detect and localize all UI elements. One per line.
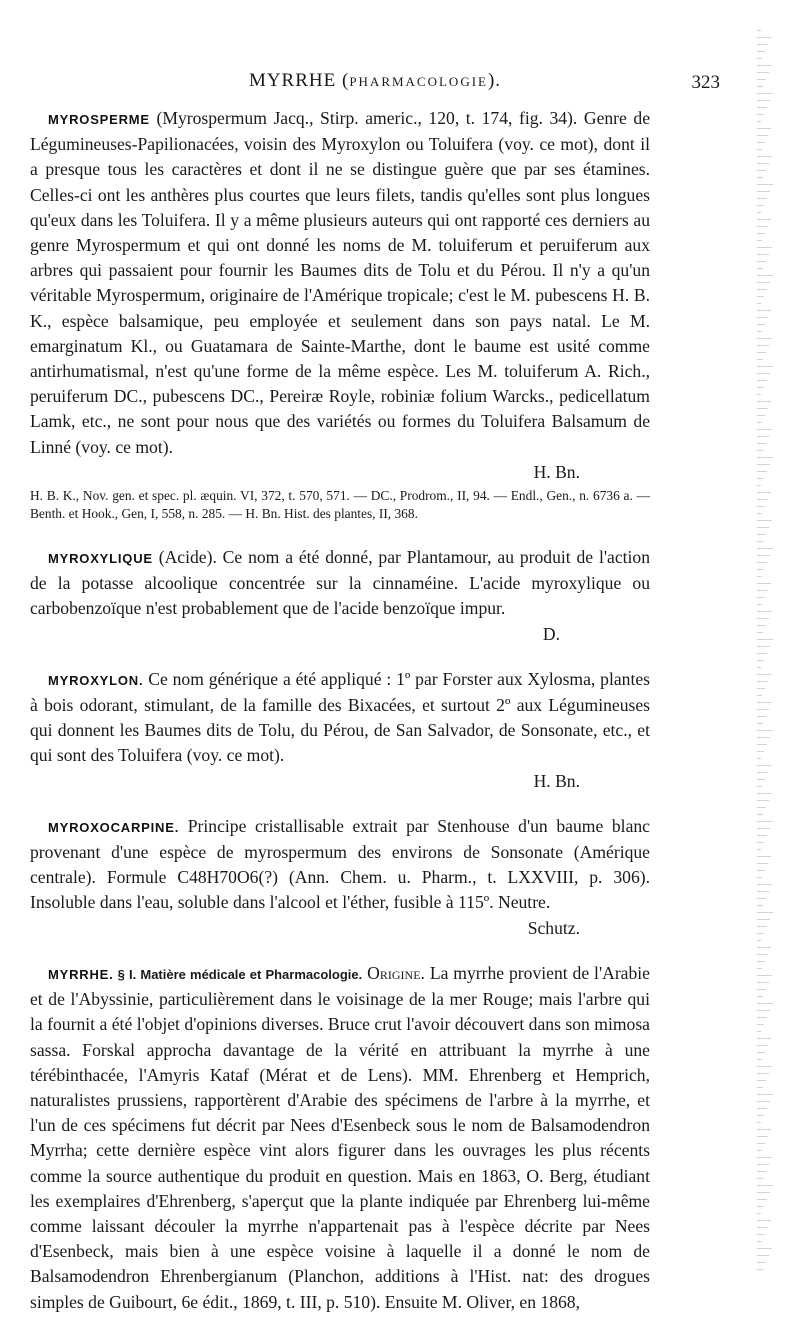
scan-tick bbox=[757, 142, 765, 143]
scan-tick bbox=[757, 37, 771, 38]
scan-tick bbox=[757, 100, 770, 101]
scan-tick bbox=[757, 765, 771, 766]
scan-tick bbox=[757, 289, 767, 290]
scan-tick bbox=[757, 219, 771, 220]
scan-tick bbox=[757, 303, 761, 304]
scan-tick bbox=[757, 807, 766, 808]
scan-tick bbox=[757, 1080, 766, 1081]
scan-tick bbox=[757, 464, 770, 465]
scan-tick bbox=[757, 702, 772, 703]
scan-tick bbox=[757, 492, 771, 493]
scan-tick bbox=[757, 688, 765, 689]
scan-tick bbox=[757, 422, 762, 423]
scan-tick bbox=[757, 555, 770, 556]
scan-tick bbox=[757, 226, 768, 227]
page-number: 323 bbox=[691, 72, 720, 93]
scan-tick bbox=[757, 695, 762, 696]
scan-tick bbox=[757, 863, 768, 864]
scan-tick bbox=[757, 429, 772, 430]
scan-tick bbox=[757, 905, 763, 906]
scan-tick bbox=[757, 373, 770, 374]
scan-tick bbox=[757, 1143, 765, 1144]
scan-tick bbox=[757, 1157, 772, 1158]
scan-tick bbox=[757, 324, 765, 325]
scan-tick bbox=[757, 667, 761, 668]
scan-tick bbox=[757, 870, 765, 871]
scan-tick bbox=[757, 1185, 773, 1186]
entry-text: (Acide). Ce nom a été donné, par Plantamour, au produit de l'action de la potasse alcoolique concentrée sur la cinnaméine. L'acide myroxylique ou carbobenzoïque n'est probablement que de l'acide benzoïque impur. bbox=[30, 547, 650, 619]
headword: MYROXYLON. bbox=[48, 672, 144, 688]
scan-tick bbox=[757, 401, 771, 402]
scan-tick bbox=[757, 1010, 770, 1011]
scan-tick bbox=[757, 170, 766, 171]
scan-tick bbox=[757, 44, 768, 45]
scan-tick bbox=[757, 919, 770, 920]
scan-tick bbox=[757, 30, 761, 31]
scan-tick bbox=[757, 1206, 764, 1207]
scan-edge-marks bbox=[757, 30, 777, 1270]
entry-text: La myrrhe provient de l'Arabie et de l'Abyssinie, particulièrement dans le voisinage de la mer Rouge; mais l'arbre qui la fournit a été l'objet d'opinions diverses. Bruce crut l'avoir découvert dans son mimosa sassa. Forskal approcha davantage de la vérité en attribuant la myrrhe à une térébinthacée, l'Amyris Kataf (Mérat et de Lens). MM. Ehrenberg et Hemprich, naturalistes prussiens, rapportèrent d'Arabie des spécimens de l'arbre à la myrrhe, et l'un de ces spécimens fut décrit par Nees d'Esenbeck sous le nom de Balsamodendron Myrrha; cette dernière espèce vint alors figurer dans les ouvrages les plus récents comme la source authentique du produit en question. Mais en 1863, O. Berg, étudiant les exemplaires d'Ehrenberg, s'aperçut que la plante indiquée par Ehrenberg lui-même comme laissant découler la myrrhe n'appartenait pas à l'espèce décrite par Nees d'Esenbeck, mais bien à une espèce voisine à laquelle il a donné le nom de Balsamodendron Ehrenbergianum (Planchon, additions à l'Hist. nat: des drogues simples de Guibourt, 6e édit., 1869, t. III, p. 510). Ensuite M. Oliver, en 1868, bbox=[30, 962, 650, 1312]
scan-tick bbox=[757, 604, 762, 605]
scan-tick bbox=[757, 646, 770, 647]
scan-tick bbox=[757, 387, 764, 388]
scan-tick bbox=[757, 597, 765, 598]
scan-tick bbox=[757, 723, 763, 724]
scan-tick bbox=[757, 107, 767, 108]
scan-tick bbox=[757, 835, 767, 836]
scan-tick bbox=[757, 737, 770, 738]
scan-tick bbox=[757, 65, 772, 66]
scan-tick bbox=[757, 786, 762, 787]
scan-tick bbox=[757, 1101, 770, 1102]
scan-tick bbox=[757, 331, 762, 332]
scan-tick bbox=[757, 478, 764, 479]
scan-tick bbox=[757, 772, 768, 773]
scan-tick bbox=[757, 541, 763, 542]
scan-tick bbox=[757, 527, 769, 528]
scan-tick bbox=[757, 1227, 768, 1228]
scan-tick bbox=[757, 1262, 766, 1263]
scan-tick bbox=[757, 590, 768, 591]
scan-tick bbox=[757, 296, 764, 297]
entry-myroxylique bbox=[30, 545, 650, 647]
scan-tick bbox=[757, 982, 769, 983]
scan-tick bbox=[757, 282, 770, 283]
scan-tick bbox=[757, 506, 765, 507]
scan-tick bbox=[757, 632, 763, 633]
scan-tick bbox=[757, 821, 773, 822]
entry-text: (Myrospermum Jacq., Stirp. americ., 120, t. 174, fig. 34). Genre de Légumineuses-Papilionacées, voisin des Myroxylon ou Toluifera (voy. ce mot), dont il a presque tous les caractères et dont il ne se distingue guère que par ses étamines. Celles-ci ont les anthères plus courtes que leurs filets, tandis qu'elles sont plus longues qu'eux dans les Toluifera. Il y a même plusieurs auteurs qui ont rapporté ces derniers au genre Myrospermum et qui ont donné les noms de M. toluiferum et peruiferum aux arbres qui passaient pour fournir les Baumes dits de Tolu et du Pérou. Il n'y a qu'un véritable Myrospermum, originaire de l'Amérique tropicale; c'est le M. pubescens H. B. K., espèce balsamique, peu employée et seulement dans son pays natal. Le M. emarginatum Kl., ou Guatamara de Sainte-Marthe, dont le baume est usité comme antirhumatismal, n'est qu'une forme de la même espèce. Les M. toluiferum A. Rich., peruiferum DC., pubescens DC., Pereiræ Royle, robiniæ folium Warcks., pedicellatum Lamk, etc., ne sont pour nous que des variétés ou formes du Toluifera Balsamum de Linné (voy. ce mot). bbox=[30, 108, 650, 457]
scan-tick bbox=[757, 499, 768, 500]
entry-myrrhe bbox=[30, 961, 650, 1315]
scan-tick bbox=[757, 198, 767, 199]
scan-tick bbox=[757, 457, 773, 458]
scan-tick bbox=[757, 212, 761, 213]
scan-tick bbox=[757, 814, 763, 815]
scan-tick bbox=[757, 877, 762, 878]
scan-tick bbox=[757, 1220, 771, 1221]
scan-tick bbox=[757, 639, 773, 640]
scan-tick bbox=[757, 576, 761, 577]
entry-myroxocarpine bbox=[30, 814, 650, 941]
scan-tick bbox=[757, 625, 766, 626]
headword: MYRRHE. bbox=[48, 966, 114, 982]
scan-tick bbox=[757, 520, 772, 521]
scan-tick bbox=[757, 744, 767, 745]
scan-tick bbox=[757, 352, 766, 353]
scan-tick bbox=[757, 989, 766, 990]
scan-tick bbox=[757, 800, 769, 801]
scan-tick bbox=[757, 534, 766, 535]
scan-tick bbox=[757, 793, 772, 794]
scan-tick bbox=[757, 975, 772, 976]
scan-tick bbox=[757, 310, 771, 311]
entry-myrosperme bbox=[30, 106, 650, 485]
scan-tick bbox=[757, 1038, 771, 1039]
scan-tick bbox=[757, 380, 767, 381]
scan-tick bbox=[757, 1003, 773, 1004]
scan-tick bbox=[757, 408, 768, 409]
scan-tick bbox=[757, 758, 761, 759]
scan-tick bbox=[757, 961, 765, 962]
scan-tick bbox=[757, 338, 772, 339]
scan-tick bbox=[757, 205, 764, 206]
scan-tick bbox=[757, 1108, 767, 1109]
scan-tick bbox=[757, 79, 766, 80]
scan-tick bbox=[757, 842, 764, 843]
scan-tick bbox=[757, 1255, 769, 1256]
scan-tick bbox=[757, 653, 767, 654]
author-signature: D. bbox=[542, 623, 560, 644]
scan-tick bbox=[757, 247, 772, 248]
scan-tick bbox=[757, 583, 771, 584]
author-signature: H. Bn. bbox=[533, 770, 580, 791]
scan-tick bbox=[757, 779, 765, 780]
scan-tick bbox=[757, 1017, 767, 1018]
scan-tick bbox=[757, 1171, 766, 1172]
scan-tick bbox=[757, 954, 768, 955]
scan-tick bbox=[757, 569, 764, 570]
scan-tick bbox=[757, 317, 768, 318]
scan-tick bbox=[757, 611, 772, 612]
scan-tick bbox=[757, 856, 771, 857]
scan-tick bbox=[757, 261, 766, 262]
scan-tick bbox=[757, 135, 768, 136]
scan-tick bbox=[757, 1066, 772, 1067]
scan-tick bbox=[757, 86, 763, 87]
scan-tick bbox=[757, 128, 771, 129]
scan-tick bbox=[757, 72, 769, 73]
scan-tick bbox=[757, 912, 773, 913]
headword: MYROSPERME bbox=[48, 112, 150, 127]
scan-tick bbox=[757, 93, 773, 94]
scan-tick bbox=[757, 485, 761, 486]
scan-tick bbox=[757, 1052, 765, 1053]
scan-tick bbox=[757, 114, 764, 115]
scan-tick bbox=[757, 345, 769, 346]
scan-tick bbox=[757, 163, 769, 164]
scan-tick bbox=[757, 898, 766, 899]
scan-tick bbox=[757, 681, 768, 682]
scan-tick bbox=[757, 1269, 763, 1270]
scan-tick bbox=[757, 1094, 773, 1095]
scan-tick bbox=[757, 618, 769, 619]
scan-tick bbox=[757, 709, 769, 710]
entry-myroxylon bbox=[30, 667, 650, 794]
scan-tick bbox=[757, 51, 765, 52]
author-signature: H. Bn. bbox=[533, 461, 580, 482]
scan-tick bbox=[757, 1122, 761, 1123]
scan-tick bbox=[757, 891, 769, 892]
headword: MYROXYLIQUE bbox=[48, 551, 153, 567]
scan-tick bbox=[757, 674, 771, 675]
scan-tick bbox=[757, 1248, 772, 1249]
scan-tick bbox=[757, 884, 772, 885]
scan-tick bbox=[757, 471, 767, 472]
scan-tick bbox=[757, 1241, 762, 1242]
scan-tick bbox=[757, 240, 762, 241]
scan-tick bbox=[757, 996, 763, 997]
scan-tick bbox=[757, 849, 761, 850]
scan-tick bbox=[757, 1073, 769, 1074]
scan-tick bbox=[757, 1234, 765, 1235]
scan-tick bbox=[757, 275, 773, 276]
scan-tick bbox=[757, 940, 761, 941]
scan-tick bbox=[757, 149, 762, 150]
subsection-label: Origine. bbox=[362, 962, 425, 983]
scan-tick bbox=[757, 1192, 770, 1193]
scan-tick bbox=[757, 968, 762, 969]
bibliographic-references: H. B. K., Nov. gen. et spec. pl. æquin. VI, 372, t. 570, 571. — DC., Prodrom., II, 94. — Endl., Gen., n. 6736 a. — Benth. et Hook., Gen, I, 558, n. 285. — H. Bn. Hist. des plantes, II, 368. bbox=[30, 488, 650, 522]
scan-tick bbox=[757, 730, 773, 731]
scan-tick bbox=[757, 1059, 762, 1060]
scan-tick bbox=[757, 1213, 761, 1214]
scan-tick bbox=[757, 184, 773, 185]
scan-tick bbox=[757, 660, 764, 661]
running-title: MYRRHE (PHARMACOLOGIE). bbox=[248, 70, 502, 91]
headword: MYROXOCARPINE. bbox=[48, 819, 180, 835]
scan-tick bbox=[757, 366, 773, 367]
scan-tick bbox=[757, 415, 765, 416]
scan-tick bbox=[757, 1129, 771, 1130]
scan-tick bbox=[757, 1115, 764, 1116]
scan-tick bbox=[757, 1178, 763, 1179]
scan-tick bbox=[757, 233, 765, 234]
scan-tick bbox=[757, 58, 762, 59]
scan-tick bbox=[757, 156, 772, 157]
scan-tick bbox=[757, 828, 770, 829]
scan-tick bbox=[757, 359, 763, 360]
scan-tick bbox=[757, 933, 764, 934]
scan-tick bbox=[757, 1031, 761, 1032]
scan-tick bbox=[757, 1199, 767, 1200]
scan-tick bbox=[757, 562, 767, 563]
scan-tick bbox=[757, 751, 764, 752]
scan-tick bbox=[757, 191, 770, 192]
entry-text: Ce nom générique a été appliqué : 1º par Forster aux Xylosma, plantes à bois odorant, stimulant, de la famille des Bixacées, et surtout 2º aux Légumineuses qui donnent les Baumes dits de Tolu, du Pérou, de San Salvador, de Sonsonate, etc., et qui sont des Toluifera (voy. ce mot). bbox=[30, 668, 650, 766]
scan-tick bbox=[757, 394, 761, 395]
scan-tick bbox=[757, 1024, 764, 1025]
scan-tick bbox=[757, 947, 771, 948]
scan-tick bbox=[757, 716, 766, 717]
scan-tick bbox=[757, 254, 769, 255]
scan-tick bbox=[757, 1136, 768, 1137]
scan-tick bbox=[757, 443, 766, 444]
scan-tick bbox=[757, 121, 761, 122]
entry-text: Principe cristallisable extrait par Stenhouse d'un baume blanc provenant d'une espèce de myrospermum des environs de Sonsonate (Amérique centrale). Formule C48H70O6(?) (Ann. Chem. u. Pharm., t. LXXVIII, p. 306). Insoluble dans l'eau, soluble dans l'alcool et l'éther, fusible à 115º. Neutre. bbox=[30, 815, 650, 913]
scan-tick bbox=[757, 1150, 762, 1151]
scan-tick bbox=[757, 450, 763, 451]
scan-tick bbox=[757, 436, 769, 437]
scan-tick bbox=[757, 268, 763, 269]
scan-tick bbox=[757, 513, 762, 514]
scan-tick bbox=[757, 177, 763, 178]
scan-tick bbox=[757, 926, 767, 927]
scan-tick bbox=[757, 1087, 763, 1088]
running-header bbox=[30, 70, 720, 100]
dictionary-column bbox=[30, 106, 650, 1315]
section-heading: § I. Matière médicale et Pharmacologie. bbox=[113, 966, 363, 982]
author-signature: Schutz. bbox=[527, 917, 580, 938]
scan-tick bbox=[757, 1045, 768, 1046]
scan-tick bbox=[757, 548, 773, 549]
scan-tick bbox=[757, 1164, 769, 1165]
